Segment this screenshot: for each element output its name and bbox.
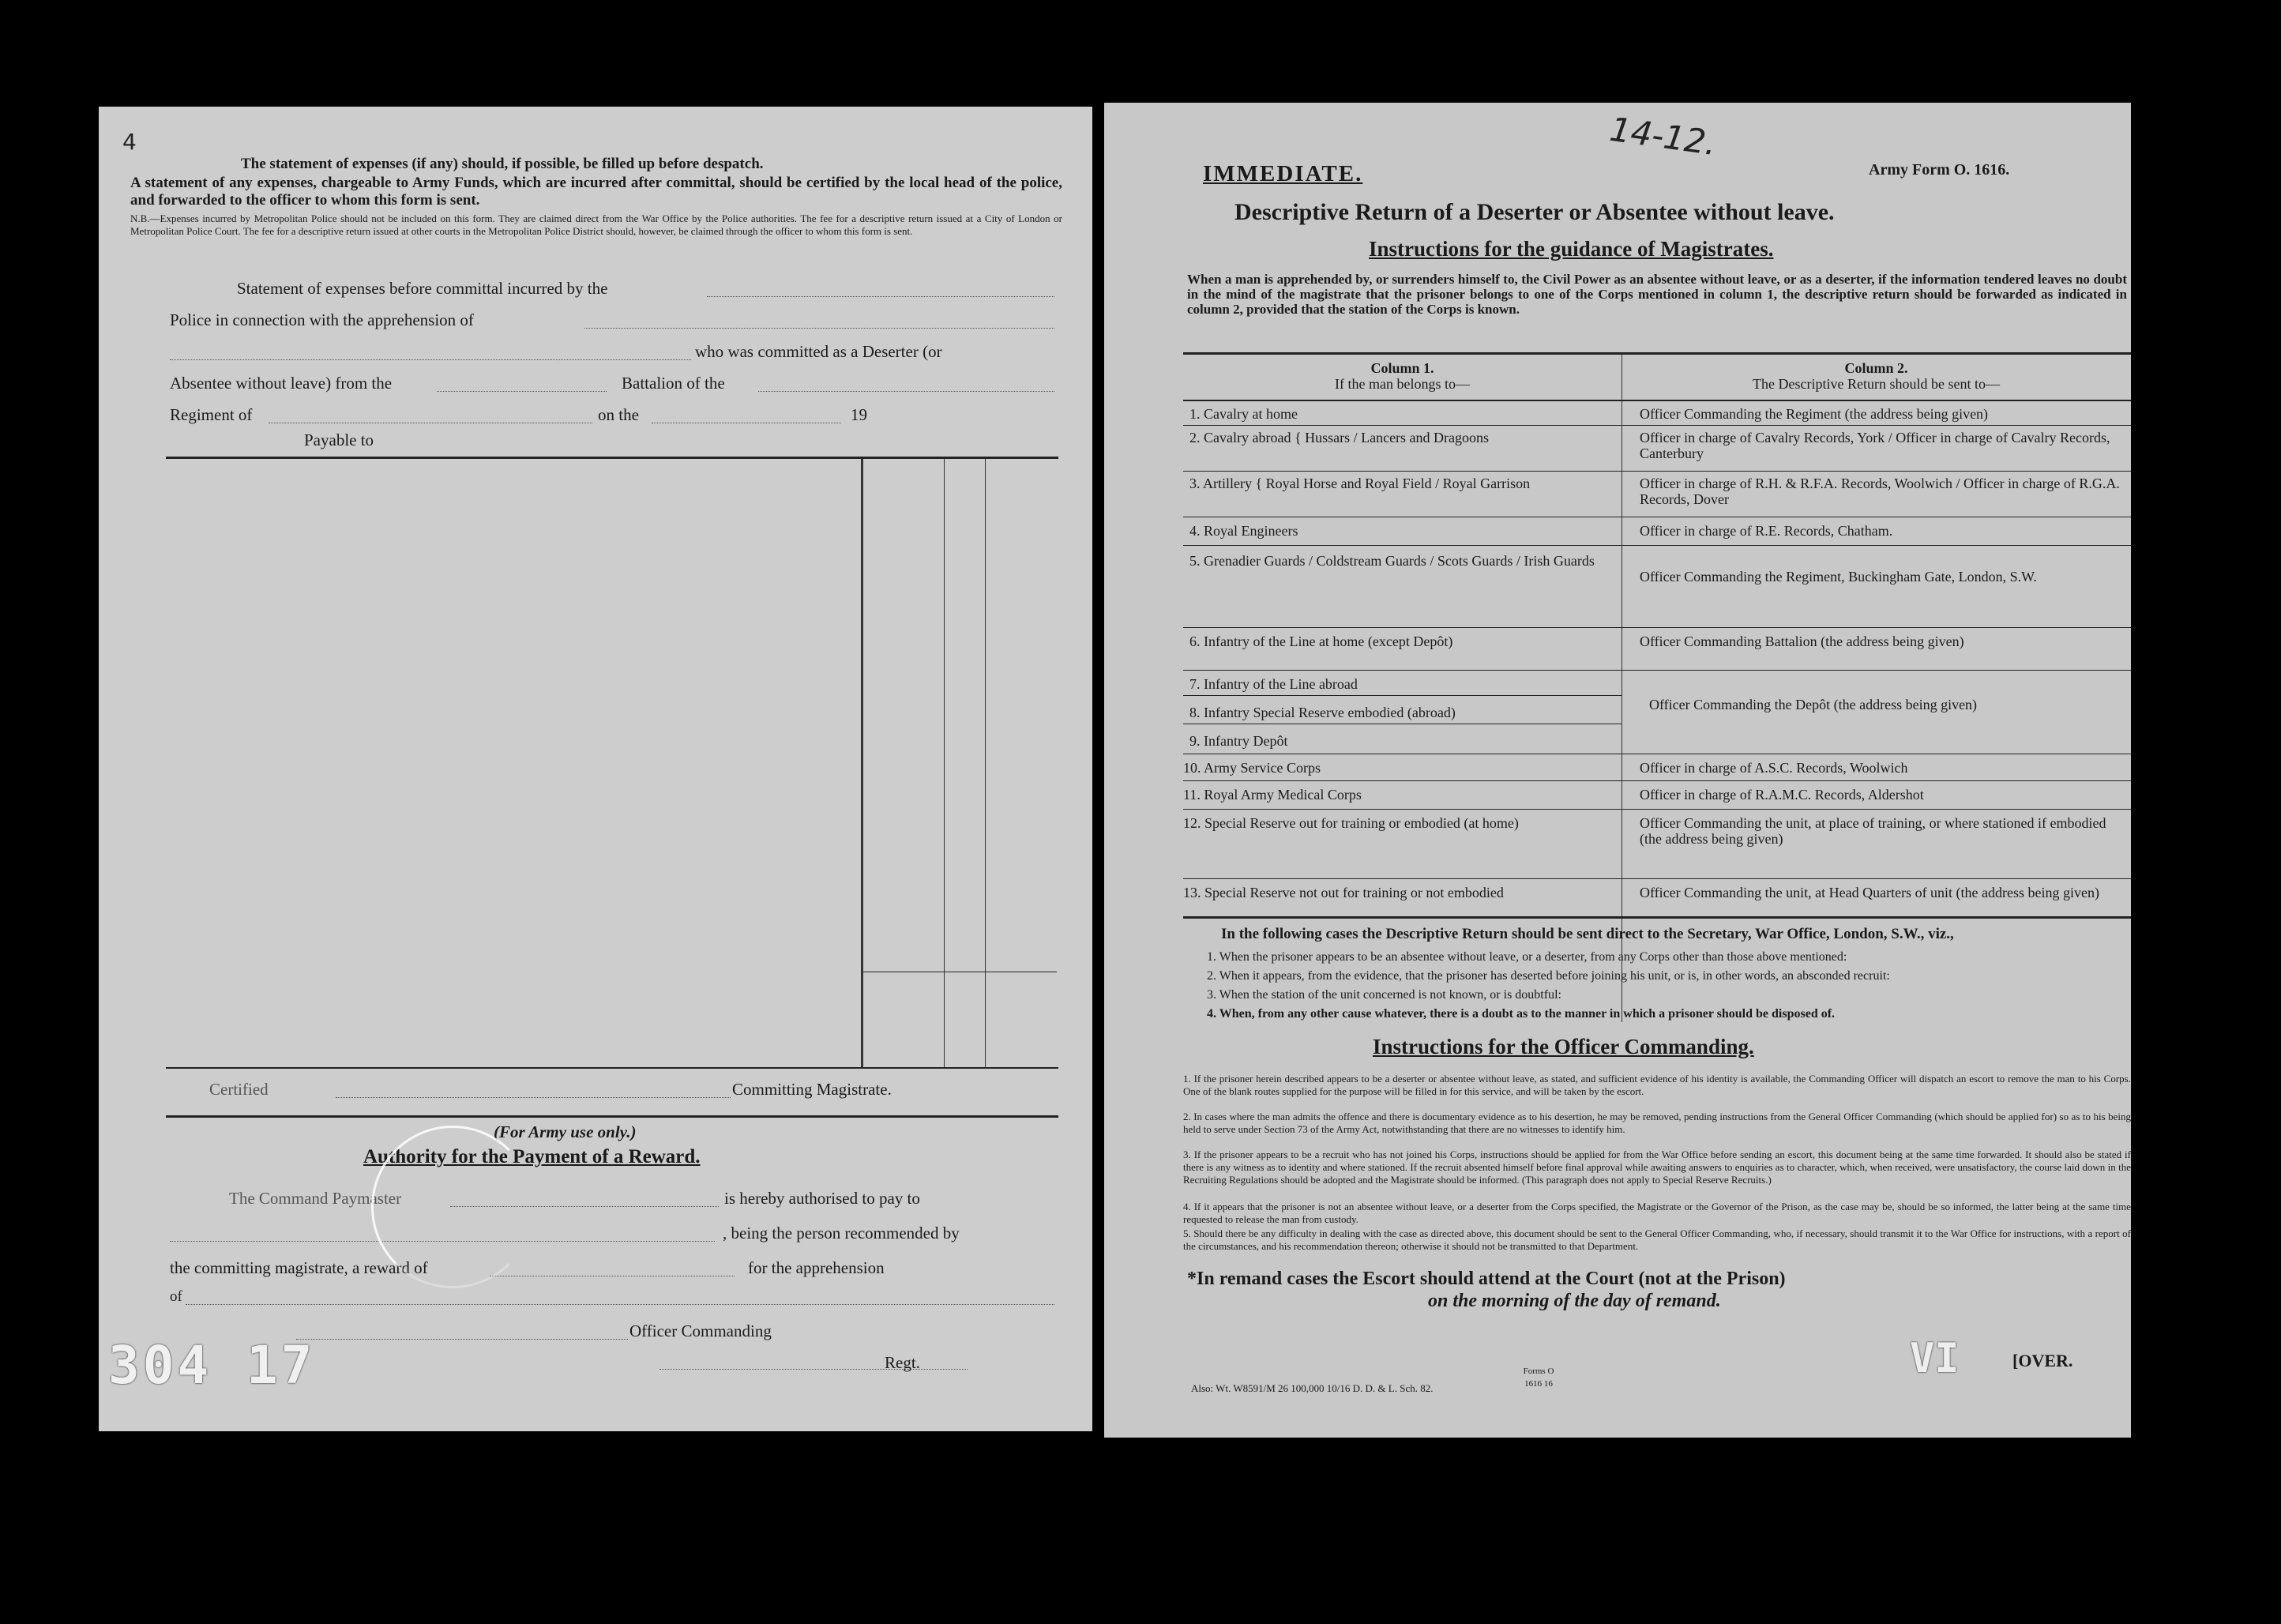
forms-reference: Forms O 1616 16 xyxy=(1523,1366,1554,1389)
statement-line-1: Statement of expenses before committal incurred by the xyxy=(237,279,608,298)
col2-heading: Column 2. xyxy=(1844,360,1908,376)
reward-line-1a: The Command Paymaster xyxy=(229,1189,402,1208)
corps-row-10-dest: Officer in charge of A.S.C. Records, Woolwich xyxy=(1640,760,1908,776)
corps-row-1: 1. Cavalry at home xyxy=(1189,406,1298,422)
corps-row-8: 8. Infantry Special Reserve embodied (abroad) xyxy=(1189,705,1456,720)
form-title: Descriptive Return of a Deserter or Absentee without leave. xyxy=(1234,199,1835,225)
circular-stamp-mark xyxy=(371,1126,534,1288)
officer-commanding-label: Officer Commanding xyxy=(629,1321,772,1340)
nb-text: N.B.—Expenses incurred by Metropolitan Police should not be included on this form. They are claimed direct from the War Office by the Police authorities. The fee for a descriptive return issued at a City of London or Metropolitan Police Court. The fee for a descriptive return issued at other courts in the Metropolitan Police District should, however, be claimed through the officer to whom this form is sent. xyxy=(130,212,1062,237)
reward-line-2: , being the person recommended by xyxy=(723,1224,960,1242)
corps-row-4: 4. Royal Engineers xyxy=(1189,523,1298,539)
regt-label: Regt. xyxy=(885,1353,920,1372)
expenses-table-top-rule xyxy=(166,457,1058,459)
corps-row-12-dest: Officer Commanding the unit, at place of training, or where stationed if embodied (the address being given) xyxy=(1640,815,2106,847)
army-use-note: (For Army use only.) xyxy=(494,1122,637,1141)
authority-heading: Authority for the Payment of a Reward. xyxy=(363,1146,701,1167)
reward-line-4-fill xyxy=(186,1304,1054,1305)
corps-row-1-dest: Officer Commanding the Regiment (the address being given) xyxy=(1640,406,1989,422)
corps-table-bottom-rule xyxy=(1183,916,2131,919)
officer-para-4: 4. If it appears that the prisoner is not an absentee without leave, or a deserter from the Corps specified, the Magistrate or the Governor of the Prison, as the case may be, should be so informed, the latter being at the same time requested to release the man from custody. xyxy=(1183,1201,2131,1225)
corps-row-12: 12. Special Reserve out for training or embodied (at home) xyxy=(1183,815,1519,831)
statement-line-2-fill xyxy=(584,328,1054,329)
reward-line-3a: the committing magistrate, a reward of xyxy=(170,1258,428,1277)
corps-row-11: 11. Royal Army Medical Corps xyxy=(1183,787,1362,803)
row-rule xyxy=(1183,809,2131,810)
immediate-label: IMMEDIATE. xyxy=(1203,161,1363,186)
officer-commanding-fill xyxy=(296,1339,628,1340)
row-rule xyxy=(1183,695,1622,696)
row-rule xyxy=(1183,878,2131,879)
remand-note-line-2: on the morning of the day of remand. xyxy=(1428,1291,1721,1311)
instructions-officer-heading: Instructions for the Officer Commanding. xyxy=(1373,1035,1754,1058)
perforated-stamp-number: 304 17 xyxy=(108,1335,316,1396)
perforated-stamp-right: VI xyxy=(1910,1335,1960,1382)
row-rule xyxy=(1183,670,2131,671)
army-form-number: Army Form O. 1616. xyxy=(1869,161,2010,179)
statement-line-4b: Battalion of the xyxy=(622,374,725,393)
over-label: [OVER. xyxy=(2012,1351,2073,1370)
reward-line-4: of xyxy=(170,1288,182,1305)
expenses-table-col-rule-2 xyxy=(985,459,986,1067)
statement-line-2: Police in connection with the apprehension of xyxy=(170,310,474,329)
remand-note-line-1: *In remand cases the Escort should attend at the Court (not at the Prison) xyxy=(1187,1269,1786,1289)
left-page-number: 4 xyxy=(122,129,137,155)
corps-row-2-dest: Officer in charge of Cavalry Records, York / Officer in charge of Cavalry Records, Canterbury xyxy=(1640,430,2110,461)
officer-para-5: 5. Should there be any difficulty in dealing with the case as directed above, this document should be sent to the General Officer Commanding, who, if necessary, should transmit it to the War Office for instructions, with a report of the circumstances, and his recommendation thereon; otherwise it should not be transmitted to that Department. xyxy=(1183,1227,2131,1252)
row-rule xyxy=(1183,780,2131,781)
printer-imprint: Also: Wt. W8591/M 26 100,000 10/16 D. D. & L. Sch. 82. xyxy=(1191,1382,1434,1394)
row-rule xyxy=(1183,425,2131,426)
regt-fill xyxy=(659,1369,968,1370)
left-page xyxy=(99,107,1092,1431)
row-rule xyxy=(1183,471,2131,472)
statement-line-3: who was committed as a Deserter (or xyxy=(695,342,942,361)
reward-line-1b: is hereby authorised to pay to xyxy=(724,1189,920,1208)
corps-row-13-dest: Officer Commanding the unit, at Head Quarters of unit (the address being given) xyxy=(1640,885,2100,900)
corps-row-3: 3. Artillery { Royal Horse and Royal Field / Royal Garrison xyxy=(1189,476,1531,491)
corps-row-6: 6. Infantry of the Line at home (except Depôt) xyxy=(1189,633,1453,649)
notice-line-1: The statement of expenses (if any) should, if possible, be filled up before despatch. xyxy=(241,156,764,172)
reward-line-3b: for the apprehension xyxy=(748,1258,885,1277)
statement-line-5b: on the xyxy=(598,405,639,424)
corps-row-3-dest: Officer in charge of R.H. & R.F.A. Records, Woolwich / Officer in charge of R.G.A. Records, Dover xyxy=(1640,476,2120,507)
corps-row-8-dest: Officer Commanding the Depôt (the address being given) xyxy=(1649,697,1978,712)
case-1: 1. When the prisoner appears to be an absentee without leave, or a deserter, from any Corps other than those above mentioned: xyxy=(1207,950,1847,964)
corps-row-9: 9. Infantry Depôt xyxy=(1189,733,1288,749)
statement-line-4-fill-b xyxy=(758,391,1054,392)
army-use-divider xyxy=(166,1115,1058,1118)
right-page xyxy=(1104,103,2131,1438)
corps-row-5: 5. Grenadier Guards / Coldstream Guards / Scots Guards / Irish Guards xyxy=(1189,553,1595,569)
case-4: 4. When, from any other cause whatever, there is a doubt as to the manner in which a prisoner should be disposed of. xyxy=(1207,1007,1836,1021)
statement-line-4a: Absentee without leave) from the xyxy=(170,374,393,393)
expenses-table-col-rule-1 xyxy=(944,459,945,1067)
statement-line-4-fill-a xyxy=(437,391,607,392)
statement-line-5a: Regiment of xyxy=(170,405,253,424)
statement-line-1-fill xyxy=(707,296,1054,297)
corps-row-13: 13. Special Reserve not out for training or not embodied xyxy=(1183,885,1504,900)
statement-line-5c: 19 xyxy=(851,405,867,424)
corps-row-5-dest: Officer Commanding the Regiment, Buckingham Gate, London, S.W. xyxy=(1640,569,2037,585)
case-2: 2. When it appears, from the evidence, that the prisoner has deserted before joining his unit, or is, in other words, an absconded recruit: xyxy=(1207,969,1890,983)
payable-to-label: Payable to xyxy=(304,430,374,449)
following-cases-text: In the following cases the Descriptive Return should be sent direct to the Secretary, War Office, London, S.W., viz., xyxy=(1221,926,1954,942)
row-rule xyxy=(1183,545,2131,546)
notice-line-2: A statement of any expenses, chargeable to Army Funds, which are incurred after committal, should be certified by the local head of the police, and forwarded to the officer to whom this form is sent. xyxy=(130,175,1062,209)
col1-heading: Column 1. xyxy=(1370,360,1434,376)
corps-row-11-dest: Officer in charge of R.A.M.C. Records, Aldershot xyxy=(1640,787,1924,803)
officer-para-3: 3. If the prisoner appears to be a recruit who has not joined his Corps, instructions should be applied for from the War Office before sending an escort, this document being at the same time forwarded. It should also be stated if there is any witness as to identity and where stationed. If the recruit absented himself before final approval while awaiting answers to enquiries as to character, which, when received, were unsatisfactory, the course laid down in the Recruiting Regulations should be adopted and the Magistrate should be informed. (This paragraph does not apply to Special Reserve Recruits.) xyxy=(1183,1148,2131,1186)
certified-label: Certified xyxy=(209,1080,269,1099)
instructions-magistrates-heading: Instructions for the guidance of Magistrates. xyxy=(1369,237,1774,261)
corps-table-header-rule xyxy=(1183,400,2131,401)
magistrates-intro-text: When a man is apprehended by, or surrenders himself to, the Civil Power as an absentee without leave, or as a deserter, if the information tendered leaves no doubt in the mind of the magistrate that the prisoner belongs to one of the Corps mentioned in column 1, the descriptive return should be forwarded as indicated in column 2, provided that the station of the Corps is known. xyxy=(1187,272,2127,317)
committing-magistrate-label: Committing Magistrate. xyxy=(732,1080,892,1099)
corps-row-10: 10. Army Service Corps xyxy=(1183,760,1321,776)
certified-fill xyxy=(336,1097,731,1098)
row-rule xyxy=(1183,627,2131,628)
officer-para-2: 2. In cases where the man admits the offence and there is documentary evidence as to his desertion, he may be removed, pending instructions from the General Officer Commanding (which should be applied for) so as to his being held to serve under Section 73 of the Army Act, notwithstanding that there are no witnesses to identify him. xyxy=(1183,1111,2131,1135)
corps-table-top-rule xyxy=(1183,352,2131,355)
case-3: 3. When the station of the unit concerned is not known, or is doubtful: xyxy=(1207,988,1561,1002)
corps-row-2: 2. Cavalry abroad { Hussars / Lancers and Dragoons xyxy=(1189,430,1490,445)
corps-row-6-dest: Officer Commanding Battalion (the address being given) xyxy=(1640,633,1964,649)
corps-row-7: 7. Infantry of the Line abroad xyxy=(1189,676,1358,692)
col2-subheading: The Descriptive Return should be sent to— xyxy=(1753,376,2000,392)
corps-row-4-dest: Officer in charge of R.E. Records, Chatham. xyxy=(1640,523,1893,539)
expenses-table-divider xyxy=(861,459,863,1067)
handwritten-note: 14-12. xyxy=(1607,109,1719,164)
statement-line-3-fill xyxy=(170,359,691,360)
officer-para-1: 1. If the prisoner herein described appears to be a deserter or absentee without leave, as stated, and sufficient evidence of his identity is available, the Commanding Officer will dispatch an escort to remove the man to his Corps. One of the blank routes supplied for the purpose will be filled in for this service, and will be taken by the escort. xyxy=(1183,1073,2131,1097)
col1-subheading: If the man belongs to— xyxy=(1335,376,1470,392)
expenses-table-bottom-rule xyxy=(166,1067,1058,1069)
